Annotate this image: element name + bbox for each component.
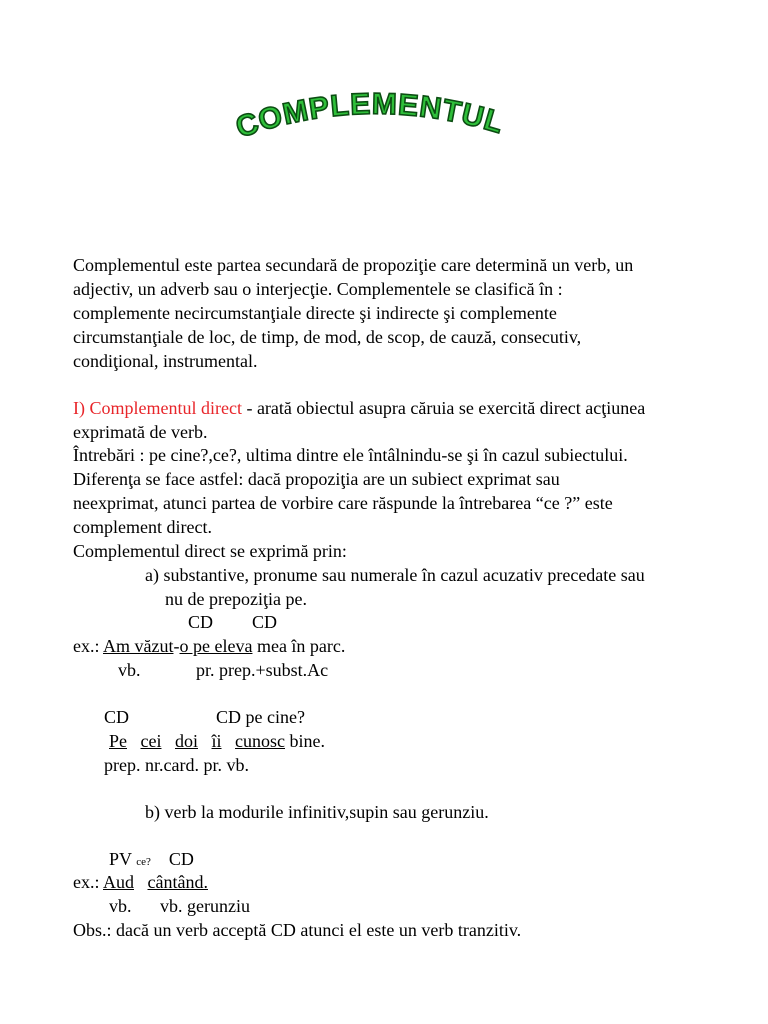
example-sentence <box>73 635 345 657</box>
example-sentence <box>73 871 208 893</box>
pv-label: PV <box>109 849 132 869</box>
body-line: Diferenţa se face astfel: dacă propoziţia are un subiect exprimat sau <box>73 469 560 489</box>
body-line: Complementul direct se exprimă prin: <box>73 541 347 561</box>
example-word: Pe <box>109 731 127 751</box>
example-sentence <box>109 730 325 752</box>
cd-label: CD <box>168 849 194 869</box>
section-heading-line <box>73 397 645 419</box>
example-word: bine. <box>285 731 325 751</box>
definition-text: - arată obiectul asupra căruia se exercită direct acţiunea <box>241 398 646 418</box>
example-word: - <box>173 636 180 656</box>
intro-line: adjectiv, un adverb sau o interjecţie. Complementele se clasifică în : <box>73 279 563 299</box>
intro-line: complemente necircumstanţiale directe şi indirecte şi complemente <box>73 303 557 323</box>
example-word: mea în parc. <box>252 636 346 656</box>
item-b: b) verb la modurile infinitiv,supin sau gerunziu. <box>145 802 489 822</box>
cd-label: CD <box>188 612 214 632</box>
example-word: cei <box>140 731 162 751</box>
svg-text:COMPLEMENTUL <box>232 88 508 144</box>
pos-label: pr. prep.+subst.Ac <box>196 660 329 680</box>
example-word: o <box>179 636 189 656</box>
pos-labels: prep. nr.card. pr. vb. <box>104 755 249 775</box>
item-a-line1: a) substantive, pronume sau numerale în cazul acuzativ precedate sau <box>145 565 645 585</box>
pv-label-line <box>109 848 194 873</box>
intro-line: circumstanţiale de loc, de timp, de mod, de scop, de cauză, consecutiv, <box>73 327 582 347</box>
example-word: Aud <box>103 872 134 892</box>
example-word: pe eleva <box>188 636 253 656</box>
pos-label: vb. <box>109 896 132 916</box>
cd-label: CD <box>252 612 278 632</box>
intro-line: condiţional, instrumental. <box>73 351 258 371</box>
question-label: ce? <box>136 856 151 868</box>
observation: Obs.: dacă un verb acceptă CD atunci el este un verb tranzitiv. <box>73 920 522 940</box>
example-word: doi <box>174 731 198 751</box>
pos-label: vb. gerunziu <box>160 896 250 916</box>
item-a-line2: nu de prepoziţia pe. <box>165 589 307 609</box>
pos-label: vb. <box>118 660 141 680</box>
example-prefix: ex.: <box>73 636 103 656</box>
example-word: îi <box>211 731 222 751</box>
cd-label: CD pe cine? <box>216 707 305 727</box>
title-wordart <box>230 88 550 158</box>
body-line: complement direct. <box>73 517 212 537</box>
cd-label: CD <box>104 707 130 727</box>
example-word: cunosc <box>235 731 285 751</box>
intro-line: Complementul este partea secundară de propoziţie care determină un verb, un <box>73 255 634 275</box>
body-line: Întrebări : pe cine?,ce?, ultima dintre ele întâlnindu-se şi în cazul subiectului. <box>73 445 628 465</box>
example-word: Am văzut <box>103 636 174 656</box>
example-prefix: ex.: <box>73 872 103 892</box>
section-heading: I) Complementul direct <box>73 398 242 418</box>
body-line: neexprimat, atunci partea de vorbire care răspunde la întrebarea “ce ?” este <box>73 493 613 513</box>
page-title: COMPLEMENTUL <box>231 88 508 145</box>
body-line: exprimată de verb. <box>73 422 208 442</box>
example-word: cântând. <box>147 872 208 892</box>
